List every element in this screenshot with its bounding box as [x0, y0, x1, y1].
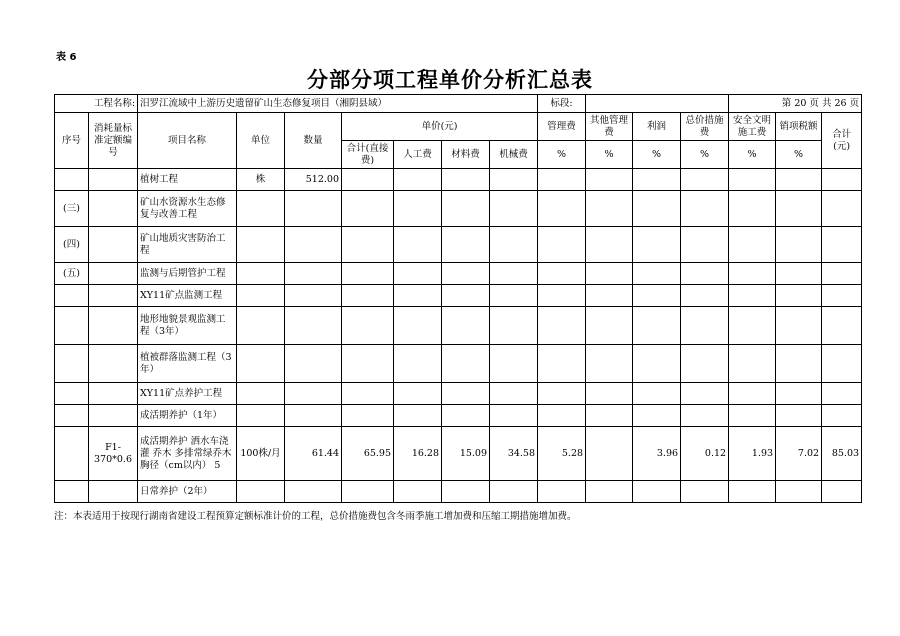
cell-name: 监测与后期管护工程	[138, 263, 237, 285]
cell-code: F1-370*0.6	[89, 427, 138, 481]
cell-total	[822, 285, 862, 307]
cell-qty	[285, 481, 342, 503]
cell-subtotal	[342, 405, 394, 427]
cell-qty: 512.00	[285, 169, 342, 191]
table-number: 表 6	[56, 52, 77, 63]
cell-mgmt	[538, 191, 586, 227]
cell-labor	[394, 263, 442, 285]
page-title: 分部分项工程单价分析汇总表	[307, 68, 593, 92]
table-row	[55, 263, 862, 285]
cell-vat	[776, 383, 822, 405]
cell-machine	[490, 345, 538, 383]
cell-vat	[776, 191, 822, 227]
footnote: 注：本表适用于按现行湖南省建设工程预算定额标准计价的工程，总价措施费包含冬雨季施工增加费和压缩工期措施增加费。	[54, 511, 577, 522]
cell-unit	[237, 227, 285, 263]
cell-labor	[394, 383, 442, 405]
cell-mgmt	[538, 169, 586, 191]
table-row	[55, 383, 862, 405]
cell-profit	[633, 263, 681, 285]
cell-vat	[776, 169, 822, 191]
cell-qty	[285, 307, 342, 345]
cell-safety	[729, 263, 776, 285]
cell-machine: 34.58	[490, 427, 538, 481]
cell-material	[442, 481, 490, 503]
table-row	[55, 169, 862, 191]
header-mgmt: 管理费	[538, 113, 586, 141]
cell-safety	[729, 307, 776, 345]
cell-qty	[285, 405, 342, 427]
table-row	[55, 191, 862, 227]
cell-material	[442, 345, 490, 383]
cell-name: 植树工程	[138, 169, 237, 191]
cell-subtotal	[342, 191, 394, 227]
cell-mgmt	[538, 481, 586, 503]
cell-name: 矿山水资源水生态修复与改善工程	[138, 191, 237, 227]
cell-subtotal	[342, 307, 394, 345]
project-name: 汨罗江流域中上游历史遗留矿山生态修复项目（湘阴县域）	[138, 95, 538, 113]
cell-subtotal: 65.95	[342, 427, 394, 481]
cell-total	[822, 307, 862, 345]
cell-code	[89, 169, 138, 191]
cell-qty: 61.44	[285, 427, 342, 481]
cell-machine	[490, 405, 538, 427]
cell-measures	[681, 263, 729, 285]
cell-qty	[285, 383, 342, 405]
cell-vat	[776, 263, 822, 285]
cell-mgmt	[538, 307, 586, 345]
cell-material	[442, 405, 490, 427]
cell-other-mgmt	[586, 405, 633, 427]
cell-safety	[729, 345, 776, 383]
cell-other-mgmt	[586, 427, 633, 481]
project-info-row	[55, 95, 862, 113]
cell-code	[89, 405, 138, 427]
cell-unit: 100株/月	[237, 427, 285, 481]
header-total: 合计(元)	[822, 113, 862, 169]
cell-measures	[681, 169, 729, 191]
header-pct-other-mgmt: %	[586, 141, 633, 169]
cell-unit	[237, 345, 285, 383]
cell-mgmt	[538, 227, 586, 263]
cell-total	[822, 383, 862, 405]
header-other-mgmt: 其他管理费	[586, 113, 633, 141]
cell-labor	[394, 169, 442, 191]
cell-labor	[394, 285, 442, 307]
cell-safety	[729, 169, 776, 191]
cell-qty	[285, 285, 342, 307]
cell-other-mgmt	[586, 227, 633, 263]
header-unit-price: 单价(元)	[342, 113, 538, 141]
cell-machine	[490, 191, 538, 227]
cell-unit	[237, 307, 285, 345]
cell-safety	[729, 191, 776, 227]
table-row	[55, 405, 862, 427]
cell-measures	[681, 481, 729, 503]
cell-measures	[681, 405, 729, 427]
cell-material	[442, 263, 490, 285]
cell-total: 85.03	[822, 427, 862, 481]
cell-code	[89, 481, 138, 503]
cell-mgmt	[538, 405, 586, 427]
table-row	[55, 427, 862, 481]
cell-vat	[776, 345, 822, 383]
header-safety: 安全文明施工费	[729, 113, 776, 141]
cell-total	[822, 481, 862, 503]
header-seq: 序号	[55, 113, 89, 169]
cell-machine	[490, 169, 538, 191]
cell-measures	[681, 227, 729, 263]
cell-code	[89, 345, 138, 383]
cell-total	[822, 227, 862, 263]
cell-name: 地形地貌景观监测工程（3年）	[138, 307, 237, 345]
cell-labor	[394, 191, 442, 227]
cell-name: 日常养护（2年）	[138, 481, 237, 503]
cell-mgmt	[538, 285, 586, 307]
header-pct-safety: %	[729, 141, 776, 169]
cell-code	[89, 227, 138, 263]
cell-measures	[681, 345, 729, 383]
header-pct-mgmt: %	[538, 141, 586, 169]
cell-subtotal	[342, 227, 394, 263]
cell-vat	[776, 285, 822, 307]
cell-name: XY11矿点养护工程	[138, 383, 237, 405]
cell-vat	[776, 481, 822, 503]
cell-unit	[237, 405, 285, 427]
cell-qty	[285, 263, 342, 285]
cell-machine	[490, 285, 538, 307]
cell-profit: 3.96	[633, 427, 681, 481]
cell-name: XY11矿点监测工程	[138, 285, 237, 307]
cell-code	[89, 263, 138, 285]
cell-seq: (四)	[55, 227, 89, 263]
cell-subtotal	[342, 169, 394, 191]
header-labor: 人工费	[394, 141, 442, 169]
cell-mgmt	[538, 345, 586, 383]
header-machine: 机械费	[490, 141, 538, 169]
cell-code	[89, 383, 138, 405]
unit-price-summary-table	[54, 94, 862, 503]
page-info: 第 20 页 共 26 页	[729, 95, 862, 113]
header-pct-measures: %	[681, 141, 729, 169]
cell-name: 植被群落监测工程（3年）	[138, 345, 237, 383]
cell-safety	[729, 481, 776, 503]
table-row	[55, 345, 862, 383]
header-item-name: 项目名称	[138, 113, 237, 169]
cell-seq	[55, 285, 89, 307]
cell-profit	[633, 169, 681, 191]
cell-unit	[237, 383, 285, 405]
cell-total	[822, 405, 862, 427]
cell-unit	[237, 191, 285, 227]
cell-seq	[55, 481, 89, 503]
cell-total	[822, 345, 862, 383]
cell-profit	[633, 481, 681, 503]
cell-material	[442, 169, 490, 191]
cell-labor	[394, 481, 442, 503]
cell-name: 成活期养护 洒水车浇灌 乔木 多排常绿乔木 胸径（cm以内） 5	[138, 427, 237, 481]
header-quota-code: 消耗量标准定额编号	[89, 113, 138, 169]
cell-other-mgmt	[586, 191, 633, 227]
cell-mgmt	[538, 383, 586, 405]
cell-seq: (五)	[55, 263, 89, 285]
cell-code	[89, 307, 138, 345]
cell-code	[89, 191, 138, 227]
cell-profit	[633, 191, 681, 227]
cell-other-mgmt	[586, 383, 633, 405]
cell-unit	[237, 481, 285, 503]
section-value	[586, 95, 729, 113]
cell-other-mgmt	[586, 481, 633, 503]
cell-material	[442, 383, 490, 405]
cell-measures	[681, 285, 729, 307]
cell-mgmt: 5.28	[538, 427, 586, 481]
cell-mgmt	[538, 263, 586, 285]
cell-other-mgmt	[586, 285, 633, 307]
cell-code	[89, 285, 138, 307]
table-row	[55, 285, 862, 307]
cell-profit	[633, 383, 681, 405]
cell-measures	[681, 191, 729, 227]
cell-profit	[633, 405, 681, 427]
cell-material	[442, 191, 490, 227]
cell-subtotal	[342, 345, 394, 383]
header-vat: 销项税额	[776, 113, 822, 141]
cell-safety	[729, 285, 776, 307]
cell-machine	[490, 263, 538, 285]
cell-name: 成活期养护（1年）	[138, 405, 237, 427]
cell-profit	[633, 307, 681, 345]
cell-vat	[776, 307, 822, 345]
cell-safety: 1.93	[729, 427, 776, 481]
cell-total	[822, 191, 862, 227]
table-body	[55, 169, 862, 503]
table-row	[55, 307, 862, 345]
cell-profit	[633, 345, 681, 383]
cell-labor	[394, 405, 442, 427]
header-unit: 单位	[237, 113, 285, 169]
header-material: 材料费	[442, 141, 490, 169]
header-pct-vat: %	[776, 141, 822, 169]
header-row-1	[55, 113, 862, 141]
cell-material	[442, 227, 490, 263]
cell-subtotal	[342, 285, 394, 307]
cell-name: 矿山地质灾害防治工程	[138, 227, 237, 263]
cell-profit	[633, 227, 681, 263]
header-total-measures: 总价措施费	[681, 113, 729, 141]
cell-safety	[729, 383, 776, 405]
cell-material	[442, 307, 490, 345]
cell-seq	[55, 169, 89, 191]
header-subtotal: 合计(直接费)	[342, 141, 394, 169]
cell-machine	[490, 307, 538, 345]
cell-seq: (三)	[55, 191, 89, 227]
cell-safety	[729, 227, 776, 263]
cell-vat	[776, 227, 822, 263]
cell-qty	[285, 227, 342, 263]
cell-seq	[55, 405, 89, 427]
cell-measures	[681, 307, 729, 345]
cell-total	[822, 169, 862, 191]
cell-seq	[55, 427, 89, 481]
cell-machine	[490, 481, 538, 503]
cell-material	[442, 285, 490, 307]
cell-other-mgmt	[586, 307, 633, 345]
cell-measures: 0.12	[681, 427, 729, 481]
cell-machine	[490, 227, 538, 263]
cell-safety	[729, 405, 776, 427]
cell-unit: 株	[237, 169, 285, 191]
cell-labor	[394, 345, 442, 383]
cell-labor: 16.28	[394, 427, 442, 481]
project-label: 工程名称:	[55, 95, 138, 113]
cell-vat: 7.02	[776, 427, 822, 481]
cell-total	[822, 263, 862, 285]
cell-vat	[776, 405, 822, 427]
table-row	[55, 227, 862, 263]
cell-seq	[55, 383, 89, 405]
cell-other-mgmt	[586, 345, 633, 383]
cell-labor	[394, 227, 442, 263]
cell-seq	[55, 345, 89, 383]
cell-qty	[285, 345, 342, 383]
header-pct-profit: %	[633, 141, 681, 169]
cell-labor	[394, 307, 442, 345]
cell-profit	[633, 285, 681, 307]
header-qty: 数量	[285, 113, 342, 169]
cell-qty	[285, 191, 342, 227]
cell-other-mgmt	[586, 169, 633, 191]
section-label: 标段:	[538, 95, 586, 113]
cell-seq	[55, 307, 89, 345]
cell-subtotal	[342, 383, 394, 405]
header-profit: 利润	[633, 113, 681, 141]
cell-unit	[237, 285, 285, 307]
cell-material: 15.09	[442, 427, 490, 481]
cell-measures	[681, 383, 729, 405]
table-row	[55, 481, 862, 503]
cell-machine	[490, 383, 538, 405]
cell-subtotal	[342, 481, 394, 503]
cell-unit	[237, 263, 285, 285]
cell-subtotal	[342, 263, 394, 285]
cell-other-mgmt	[586, 263, 633, 285]
